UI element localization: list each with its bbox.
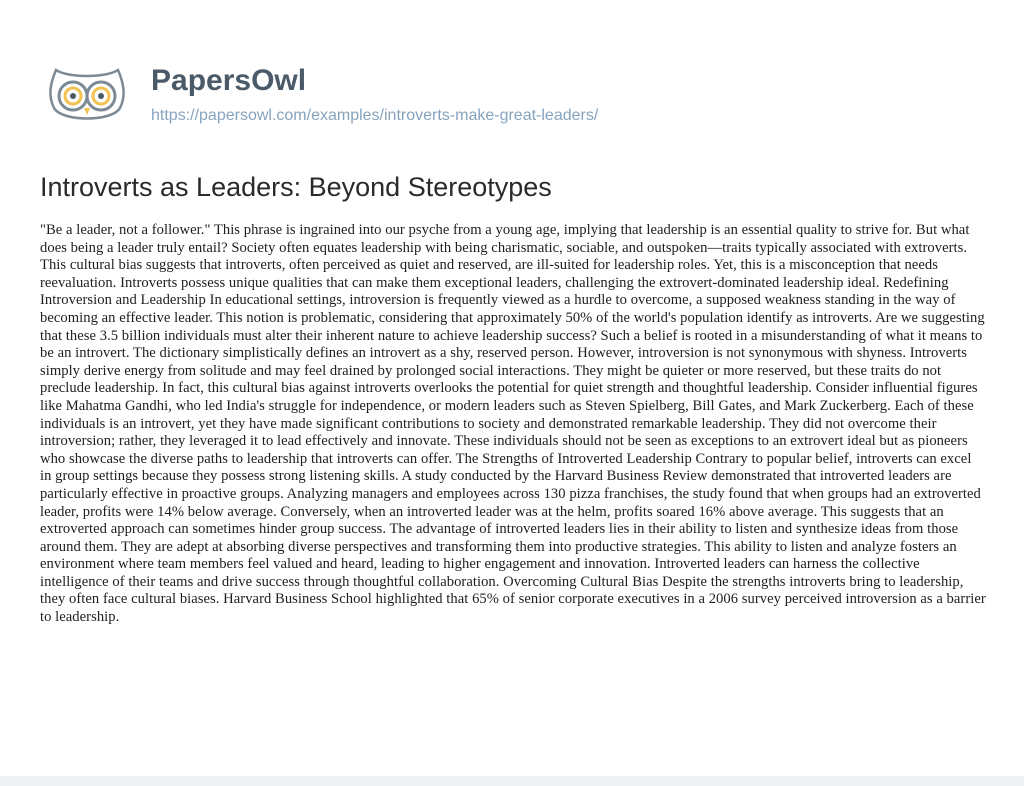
brand-name[interactable]: PapersOwl — [151, 64, 307, 97]
essay-body: "Be a leader, not a follower." This phrase is ingrained into our psyche from a young age, implying that leadership is an essential quality to strive for. But what does being a leader truly entail? Society often equates leadership with being charismatic, sociable, and outspoken—traits typically associated with extroverts. This cultural bias suggests that introverts, often perceived as quiet and reserved, are ill-suited for leadership roles. Yet, this is a misconception that needs reevaluation. Introverts possess unique qualities that can make them exceptional leaders, challenging the extrovert-dominated leadership ideal. Redefining Introversion and Leadership In educational settings, introversion is frequently viewed as a hurdle to overcome, a supposed weakness standing in the way of becoming an effective leader. This notion is problematic, considering that approximately 50% of the world's population identify as introverts. Are we suggesting that these 3.5 billion individuals must alter their inherent nature to achieve leadership success? Such a belief is rooted in a misunderstanding of what it means to be an introvert. The dictionary simplistically defines an introvert as a shy, reserved person. However, introversion is not synonymous with shyness. Introverts simply derive energy from solitude and may feel drained by prolonged social interactions. They might be quieter or more reserved, but these traits do not preclude leadership. In fact, this cultural bias against introverts overlooks the potential for quiet strength and thoughtful leadership. Consider influential figures like Mahatma Gandhi, who led India's struggle for independence, or modern leaders such as Steven Spielberg, Bill Gates, and Mark Zuckerberg. Each of these individuals is an introvert, yet they have made significant contributions to society and demonstrated remarkable leadership. They did not overcome their introversion; rather, they leveraged it to lead effectively and innovate. These individuals should not be seen as exceptions to an extrovert ideal but as pioneers who showcase the diverse paths to leadership that introverts can offer. The Strengths of Introverted Leadership Contrary to popular belief, introverts can excel in group settings because they possess strong listening skills. A study conducted by the Harvard Business Review demonstrated that introverted leaders are particularly effective in proactive groups. Analyzing managers and employees across 130 pizza franchises, the study found that when groups had an extroverted leader, profits were 14% below average. Conversely, when an introverted leader was at the helm, profits soared 16% above average. This suggests that an extroverted approach can sometimes hinder group success. The advantage of introverted leaders lies in their ability to listen and synthesize ideas from those around them. They are adept at absorbing diverse perspectives and transforming them into productive strategies. This ability to listen and analyze fosters an environment where team members feel valued and heard, leading to higher engagement and innovation. Introverted leaders can harness the collective intelligence of their teams and drive success through thoughtful collaboration. Overcoming Cultural Bias Despite the strengths introverts bring to leadership, they often face cultural biases. Harvard Business School highlighted that 65% of senior corporate executives in a 2006 survey perceived introversion as a barrier to leadership. — [40, 222, 986, 626]
essay-title: Introverts as Leaders: Beyond Stereotypes — [40, 172, 552, 202]
site-header — [40, 52, 940, 132]
page-url-link[interactable]: https://papersowl.com/examples/introverts-make-great-leaders/ — [151, 107, 599, 124]
owl-logo-icon[interactable] — [46, 62, 128, 128]
